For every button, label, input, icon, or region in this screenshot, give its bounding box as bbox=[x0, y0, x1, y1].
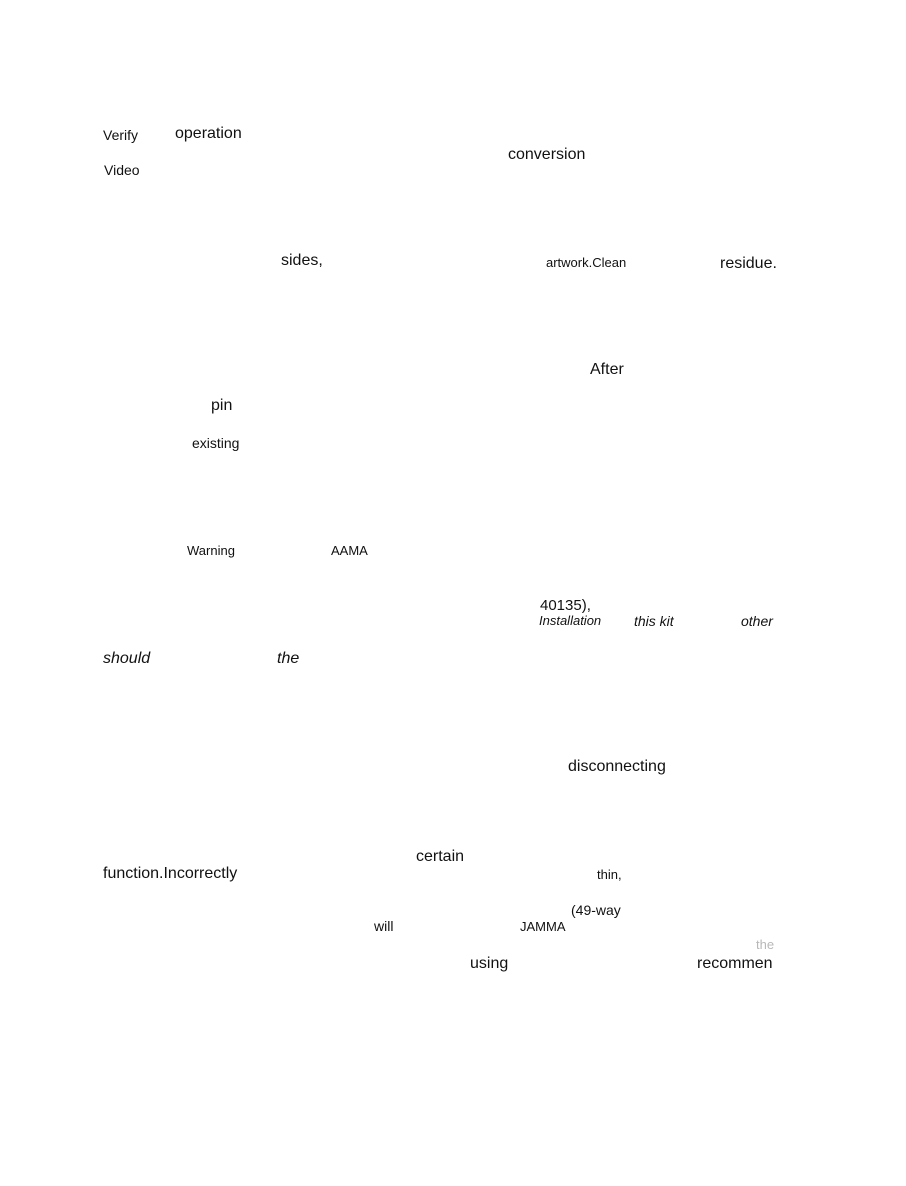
word-should: should bbox=[103, 650, 151, 667]
word-existing: existing bbox=[192, 435, 240, 451]
word-49-way: (49-way bbox=[571, 902, 621, 918]
word-operation: operation bbox=[175, 125, 242, 142]
word-aama: AAMA bbox=[331, 543, 368, 558]
word-video: Video bbox=[104, 162, 140, 178]
word-verify: Verify bbox=[103, 127, 139, 143]
word-conversion: conversion bbox=[508, 146, 586, 163]
word-jamma: JAMMA bbox=[520, 919, 566, 934]
word-artwork-clean: artwork.Clean bbox=[546, 255, 627, 270]
word-after: After bbox=[590, 361, 624, 378]
word-disconnecting: disconnecting bbox=[568, 758, 666, 775]
word-code-40135: 40135), bbox=[540, 597, 591, 614]
word-other: other bbox=[741, 613, 773, 629]
word-using: using bbox=[470, 955, 509, 972]
word-warning: Warning bbox=[187, 543, 235, 558]
word-the: the bbox=[277, 650, 300, 667]
word-residue: residue. bbox=[720, 255, 777, 272]
word-this-kit: this kit bbox=[634, 613, 674, 629]
word-will: will bbox=[374, 918, 394, 934]
word-sides: sides, bbox=[281, 252, 323, 269]
word-thin: thin, bbox=[597, 867, 622, 882]
word-recommend-fragment: recommen bbox=[697, 955, 773, 972]
word-installation: Installation bbox=[539, 613, 602, 628]
word-the-faint: the bbox=[756, 937, 775, 952]
word-certain: certain bbox=[416, 848, 465, 865]
word-pin: pin bbox=[211, 397, 233, 414]
word-function-incorrectly: function.Incorrectly bbox=[103, 865, 238, 882]
